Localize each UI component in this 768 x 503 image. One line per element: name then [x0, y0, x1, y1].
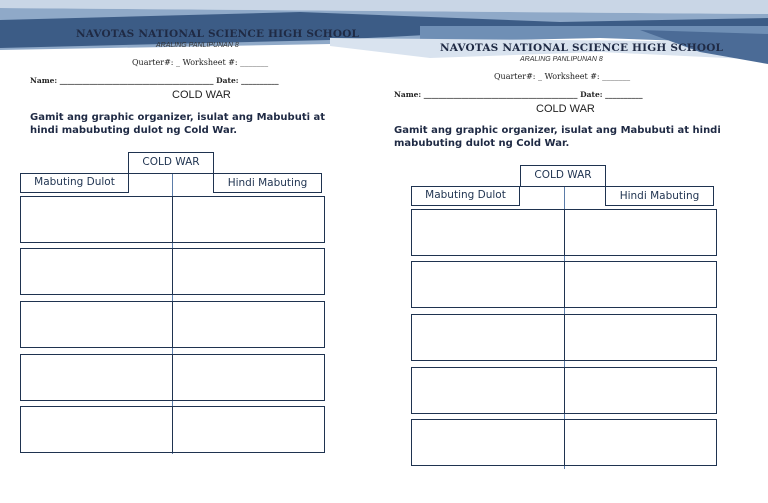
answer-box-left-2[interactable]	[411, 261, 565, 308]
instruction-text: Gamit ang graphic organizer, isulat ang Mabubuti at hindi mabubuting dulot ng Cold War.	[30, 112, 326, 136]
subject-name: ARALING PANLIPUNAN 8	[520, 56, 603, 63]
answer-box-left-1[interactable]	[20, 196, 173, 243]
organizer-right-header: Hindi Mabuting	[213, 173, 322, 193]
answer-box-left-3[interactable]	[20, 301, 173, 348]
answer-box-right-4[interactable]	[172, 354, 325, 401]
answer-box-left-5[interactable]	[20, 406, 173, 453]
quarter-worksheet-line: Quarter#: _ Worksheet #: _______	[132, 58, 269, 67]
name-date-line: Name: _________________________________________ Date: __________	[394, 90, 643, 99]
answer-box-right-1[interactable]	[172, 196, 325, 243]
organizer-center-box: COLD WAR	[128, 152, 214, 174]
name-date-line: Name: _________________________________________ Date: __________	[30, 76, 279, 85]
organizer-center-box: COLD WAR	[520, 165, 606, 187]
school-name: NAVOTAS NATIONAL SCIENCE HIGH SCHOOL	[76, 28, 360, 40]
organizer-right-header: Hindi Mabuting	[605, 186, 714, 206]
organizer-left-header: Mabuting Dulot	[411, 186, 520, 206]
answer-box-right-1[interactable]	[564, 209, 717, 256]
answer-box-right-4[interactable]	[564, 367, 717, 414]
answer-box-right-2[interactable]	[172, 248, 325, 295]
answer-box-right-2[interactable]	[564, 261, 717, 308]
answer-box-left-5[interactable]	[411, 419, 565, 466]
answer-box-left-4[interactable]	[411, 367, 565, 414]
answer-box-left-2[interactable]	[20, 248, 173, 295]
worksheet-right	[384, 0, 768, 503]
instruction-text: Gamit ang graphic organizer, isulat ang Mabubuti at hindi mabubuting dulot ng Cold War.	[394, 125, 721, 149]
subject-name: ARALING PANLIPUNAN 8	[156, 42, 239, 49]
answer-box-right-3[interactable]	[172, 301, 325, 348]
quarter-worksheet-line: Quarter#: _ Worksheet #: _______	[494, 72, 631, 81]
answer-box-left-4[interactable]	[20, 354, 173, 401]
answer-box-right-5[interactable]	[564, 419, 717, 466]
answer-box-right-3[interactable]	[564, 314, 717, 361]
organizer-left-header: Mabuting Dulot	[20, 173, 129, 193]
answer-box-left-3[interactable]	[411, 314, 565, 361]
school-name: NAVOTAS NATIONAL SCIENCE HIGH SCHOOL	[440, 42, 724, 54]
answer-box-left-1[interactable]	[411, 209, 565, 256]
worksheet-title: COLD WAR	[172, 89, 231, 101]
worksheet-title: COLD WAR	[536, 103, 595, 115]
answer-box-right-5[interactable]	[172, 406, 325, 453]
